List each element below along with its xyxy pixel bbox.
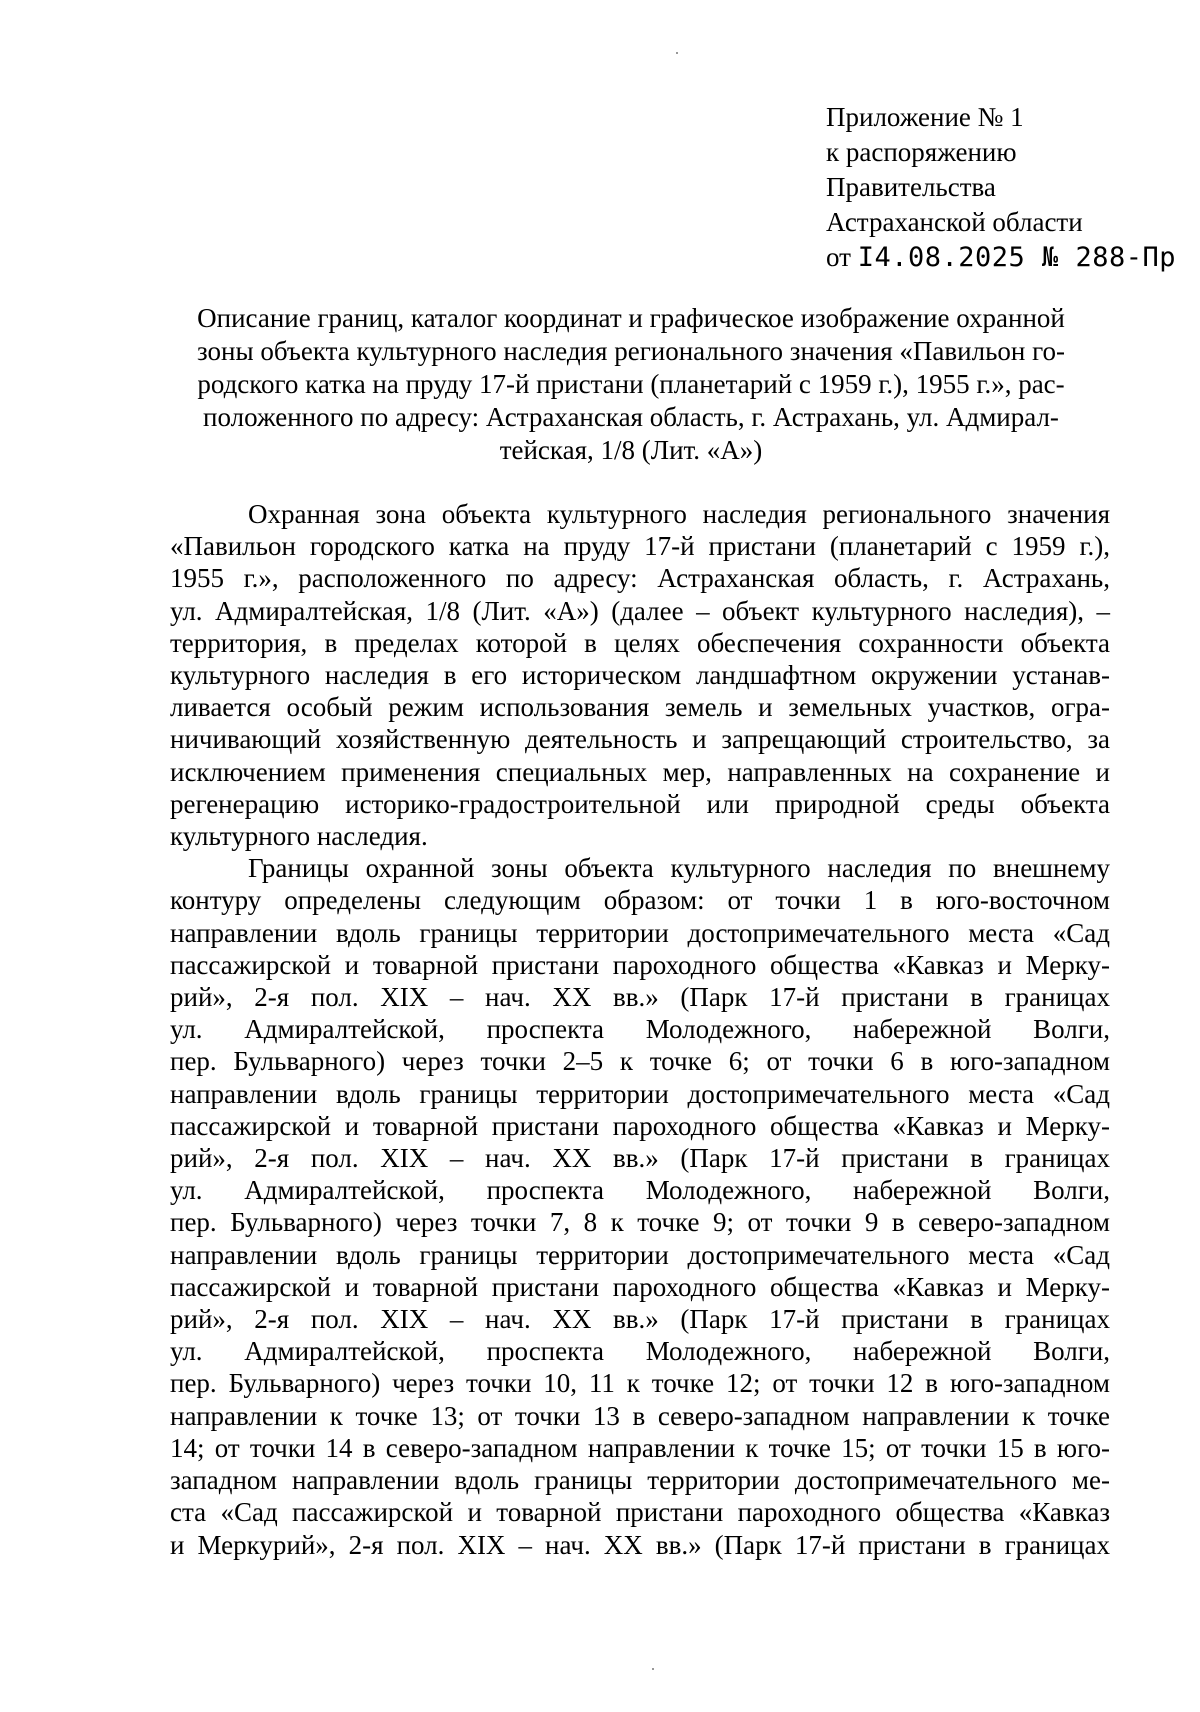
text-line: территория, в пределах которой в целях обеспечения сохранности объекта [170, 627, 1110, 658]
appendix-issuer: Правительства [826, 172, 996, 202]
text-line: пассажирской и товарной пристани пароходного общества «Кавказ и Мерку- [170, 1110, 1110, 1141]
text-line: пер. Бульварного) через точки 2–5 к точке 6; от точки 6 в юго-западном [170, 1046, 1110, 1077]
text-line: культурного наследия в его историческом ландшафтном окружении устанав- [170, 660, 1110, 691]
date-prefix: от [826, 242, 851, 272]
scan-speck [676, 52, 678, 54]
paragraph-boundary-description [170, 852, 1110, 1560]
text-line: культурного наследия. [170, 821, 428, 852]
title-line: положенного по адресу: Астраханская область, г. Астрахань, ул. Адмирал- [203, 402, 1059, 432]
text-line: ул. Адмиралтейской, проспекта Молодежного, набережной Волги, [170, 1175, 1110, 1206]
appendix-header [826, 100, 1176, 275]
document-body [170, 498, 1110, 1561]
text-line: пер. Бульварного) через точки 7, 8 к точке 9; от точки 9 в северо-западном [170, 1207, 1110, 1238]
text-line: рий», 2-я пол. XIX – нач. XX вв.» (Парк 17-й пристани в границах [170, 1143, 1110, 1174]
title-line: Описание границ, каталог координат и графическое изображение охранной [197, 303, 1065, 333]
text-line: пер. Бульварного) через точки 10, 11 к точке 12; от точки 12 в юго-западном [170, 1368, 1110, 1399]
order-date-number: I4.08.2025 № 288-Пр [857, 242, 1177, 273]
appendix-to-order: к распоряжению [826, 137, 1017, 167]
text-line: направлении вдоль границы территории достопримечательного места «Сад [170, 917, 1110, 948]
text-line: рий», 2-я пол. XIX – нач. XX вв.» (Парк 17-й пристани в границах [170, 1304, 1110, 1335]
text-line: Границы охранной зоны объекта культурного наследия по внешнему [248, 853, 1110, 884]
text-line: пассажирской и товарной пристани пароходного общества «Кавказ и Мерку- [170, 949, 1110, 980]
text-line: регенерацию историко-градостроительной или природной среды объекта [170, 788, 1110, 819]
text-line: 1955 г.», расположенного по адресу: Астраханская область, г. Астрахань, [170, 563, 1110, 594]
title-line: зоны объекта культурного наследия регионального значения «Павильон го- [197, 336, 1065, 366]
text-line: рий», 2-я пол. XIX – нач. XX вв.» (Парк 17-й пристани в границах [170, 982, 1110, 1013]
text-line: исключением применения специальных мер, направленных на сохранение и [170, 756, 1110, 787]
text-line: направлении к точке 13; от точки 13 в северо-западном направлении к точке [170, 1400, 1110, 1431]
text-line: ул. Адмиралтейской, проспекта Молодежного, набережной Волги, [170, 1336, 1110, 1367]
title-line: родского катка на пруду 17-й пристани (планетарий с 1959 г.), 1955 г.», рас- [197, 369, 1065, 399]
document-title [170, 302, 1092, 467]
text-line: пассажирской и товарной пристани пароходного общества «Кавказ и Мерку- [170, 1271, 1110, 1302]
text-line: направлении вдоль границы территории достопримечательного места «Сад [170, 1239, 1110, 1270]
text-line: ста «Сад пассажирской и товарной пристани пароходного общества «Кавказ [170, 1497, 1110, 1528]
appendix-number: Приложение № 1 [826, 102, 1024, 132]
text-line: 14; от точки 14 в северо-западном направлении к точке 15; от точки 15 в юго- [170, 1432, 1110, 1463]
title-line: тейская, 1/8 (Лит. «А») [499, 435, 763, 465]
text-line: западном направлении вдоль границы территории достопримечательного ме- [170, 1465, 1110, 1496]
text-line: ничивающий хозяйственную деятельность и запрещающий строительство, за [170, 724, 1110, 755]
text-line: ливается особый режим использования земель и земельных участков, огра- [170, 692, 1110, 723]
text-line: «Павильон городского катка на пруду 17-й пристани (планетарий с 1959 г.), [170, 531, 1110, 562]
text-line: ул. Адмиралтейской, проспекта Молодежного, набережной Волги, [170, 1014, 1110, 1045]
text-line: Охранная зона объекта культурного наследия регионального значения [248, 499, 1110, 529]
text-line: направлении вдоль границы территории достопримечательного места «Сад [170, 1078, 1110, 1109]
text-line: ул. Адмиралтейская, 1/8 (Лит. «А») (далее – объект культурного наследия), – [170, 595, 1110, 626]
appendix-date-line [826, 240, 1176, 275]
appendix-region: Астраханской области [826, 207, 1083, 237]
paragraph-protection-zone-definition [170, 498, 1110, 852]
text-line: контуру определены следующим образом: от точки 1 в юго-восточном [170, 885, 1110, 916]
text-line: и Меркурий», 2-я пол. XIX – нач. XX вв.» (Парк 17-й пристани в границах [170, 1529, 1110, 1560]
scan-speck [652, 1668, 654, 1670]
